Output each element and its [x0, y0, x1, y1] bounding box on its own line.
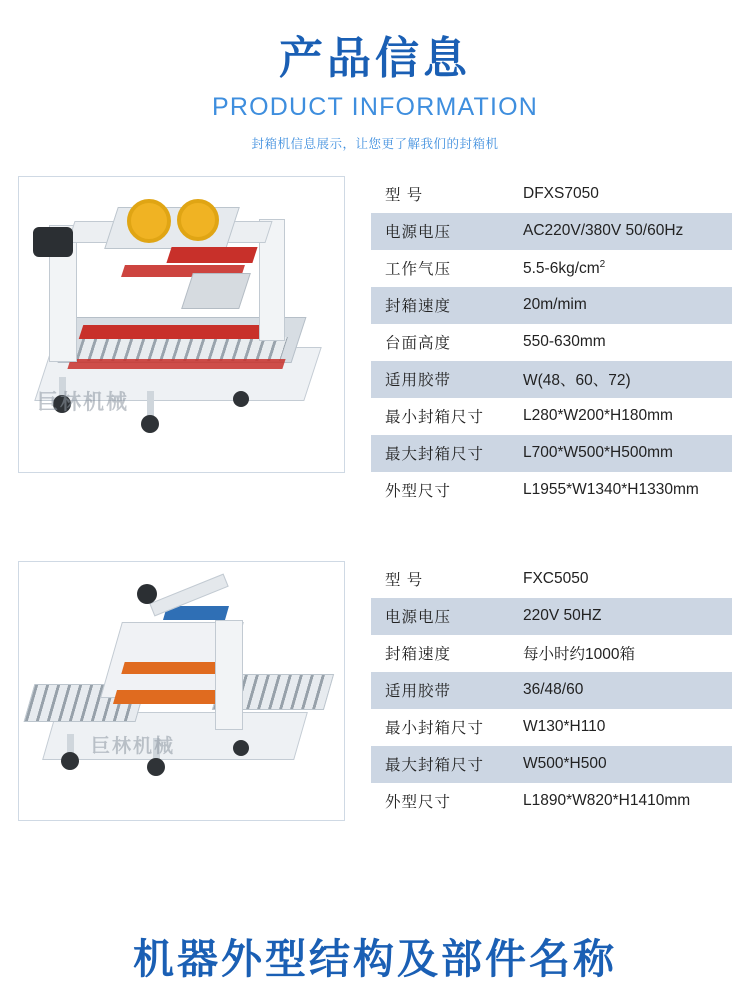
spec-value: 220V 50HZ: [523, 607, 602, 625]
spec-key: 外型尺寸: [385, 483, 452, 501]
table-row: [371, 746, 732, 783]
machine-panel-shape: [181, 273, 251, 309]
spec-value: [517, 250, 732, 287]
spec-key: 最小封箱尺寸: [385, 720, 485, 738]
table-row: [371, 213, 732, 250]
spec-value: 每小时约1000箱: [523, 646, 635, 664]
spec-key: 封箱速度: [385, 646, 452, 664]
spec-value: FXC5050: [523, 570, 589, 588]
spec-key: 工作气压: [385, 261, 452, 279]
spec-value: 550-630mm: [523, 333, 606, 351]
machine-orange-bar-upper-shape: [121, 662, 228, 674]
page-subtitle-en: PRODUCT INFORMATION: [211, 92, 539, 121]
spec-table-2: [371, 561, 732, 820]
spec-value: W500*H500: [523, 755, 607, 773]
table-row: [371, 176, 732, 213]
caster-wheel-icon: [61, 752, 79, 770]
table-row: [371, 361, 732, 398]
table-row: [371, 635, 732, 672]
caster-wheel-icon: [147, 758, 165, 776]
spec-key: 型 号: [385, 187, 424, 205]
machine-leg-shape: [67, 734, 74, 754]
spec-value: DFXS7050: [523, 185, 599, 203]
spec-value-sup: 2: [599, 258, 606, 270]
product-block-1: [0, 176, 750, 509]
caster-wheel-icon: [141, 415, 159, 433]
spec-key: 电源电压: [385, 609, 452, 627]
product-image-1: [18, 176, 345, 473]
spec-value: L1890*W820*H1410mm: [523, 792, 691, 810]
product-image-2: [18, 561, 345, 821]
footer-banner-text: 机器外型结构及部件名称: [133, 936, 617, 982]
machine-red-bar-lower-shape: [67, 359, 285, 369]
spec-key: 电源电压: [385, 224, 452, 242]
table-row: [371, 672, 732, 709]
product-block-2: [0, 561, 750, 821]
table-row: [371, 250, 732, 287]
spec-value: L280*W200*H180mm: [523, 407, 673, 425]
machine-leg-shape: [147, 391, 154, 417]
table-row: [371, 561, 732, 598]
spec-value: AC220V/380V 50/60Hz: [523, 222, 684, 240]
tape-roll-icon: [177, 199, 219, 241]
table-row: [371, 398, 732, 435]
spec-value: 20m/mim: [523, 296, 587, 314]
caster-wheel-icon: [53, 395, 71, 413]
spec-key: 台面高度: [385, 335, 452, 353]
page-tagline: 封箱机信息展示，让您更了解我们的封箱机: [251, 136, 499, 151]
spec-table-1: [371, 176, 732, 509]
machine-red-bar-shape: [79, 325, 284, 339]
table-row: [371, 709, 732, 746]
table-row: [371, 472, 732, 509]
caster-wheel-icon: [233, 391, 249, 407]
page-header: [0, 0, 750, 152]
table-row: [371, 324, 732, 361]
spec-key: 适用胶带: [385, 683, 452, 701]
table-row: [371, 435, 732, 472]
spec-key: 最小封箱尺寸: [385, 409, 485, 427]
spec-key: 外型尺寸: [385, 794, 452, 812]
image-watermark: 巨林机械: [37, 390, 129, 414]
table-row: [371, 287, 732, 324]
spec-key: 封箱速度: [385, 298, 452, 316]
spec-key: 型 号: [385, 572, 424, 590]
tape-roll-icon: [127, 199, 171, 243]
spec-key: 最大封箱尺寸: [385, 757, 485, 775]
spec-value: W(48、60、72): [523, 372, 631, 390]
spec-value: L1955*W1340*H1330mm: [523, 481, 699, 499]
machine-knob-shape: [137, 584, 157, 604]
image-watermark: 巨林机械: [91, 735, 176, 757]
table-row: [371, 598, 732, 635]
machine-motor-shape: [33, 227, 73, 257]
spec-value: L700*W500*H500mm: [523, 444, 673, 462]
machine-leg-shape: [153, 738, 160, 760]
spec-key: 最大封箱尺寸: [385, 446, 485, 464]
spec-value: W130*H110: [523, 718, 606, 736]
spec-value: 36/48/60: [523, 681, 584, 699]
footer-banner: [0, 926, 750, 985]
machine-rollers-shape: [75, 337, 288, 361]
machine-upper-red-shape: [166, 247, 257, 263]
machine-column-shape: [215, 620, 243, 730]
page-title: 产品信息: [279, 34, 471, 83]
table-row: [371, 783, 732, 820]
caster-wheel-icon: [233, 740, 249, 756]
spec-value-text: 5.5-6kg/cm: [523, 259, 600, 277]
machine-tape-head-shape: [104, 207, 240, 249]
spec-key: 适用胶带: [385, 372, 452, 390]
